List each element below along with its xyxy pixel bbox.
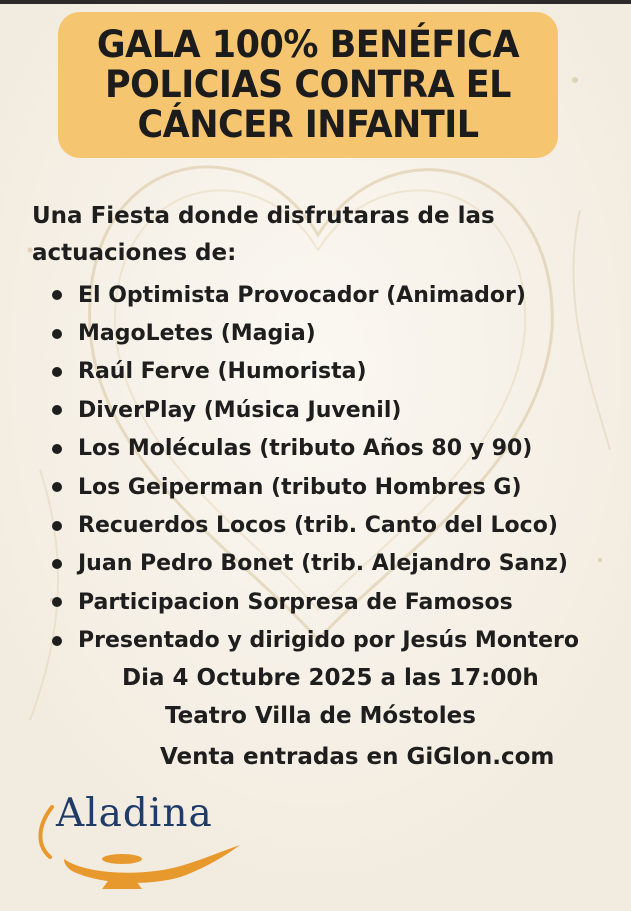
bullet-icon <box>52 290 62 300</box>
act-label: Los Geiperman (tributo Hombres G) <box>78 474 522 500</box>
aladina-logo <box>36 785 256 895</box>
logo-wordmark: Aladina <box>56 791 213 836</box>
intro-text: Una Fiesta donde disfrutaras de las actuaciones de: <box>32 203 495 266</box>
act-item <box>52 622 579 660</box>
act-label: DiverPlay (Música Juvenil) <box>78 397 402 423</box>
act-item <box>52 468 579 506</box>
title-line-2: POLICIAS CONTRA EL <box>105 63 511 107</box>
act-item <box>52 391 579 429</box>
bullet-icon <box>52 559 62 569</box>
event-date: Dia 4 Octubre 2025 a las 17:00h <box>122 665 539 691</box>
act-item <box>52 545 579 583</box>
bullet-icon <box>52 405 62 415</box>
ticket-sales-text: Venta entradas en GiGlon.com <box>160 744 555 770</box>
act-label: Presentado y dirigido por Jesús Montero <box>78 628 580 654</box>
bullet-icon <box>52 636 62 646</box>
act-item <box>52 353 579 391</box>
act-label: El Optimista Provocador (Animador) <box>78 282 526 308</box>
act-item <box>52 430 579 468</box>
bullet-icon <box>52 329 62 339</box>
acts-list <box>52 276 579 660</box>
act-label: Recuerdos Locos (trib. Canto del Loco) <box>78 513 558 539</box>
act-item <box>52 506 579 544</box>
act-item <box>52 314 579 352</box>
bullet-icon <box>52 521 62 531</box>
act-item <box>52 583 579 621</box>
act-label: Raúl Ferve (Humorista) <box>78 359 367 385</box>
title-line-1: GALA 100% BENÉFICA <box>96 23 520 67</box>
act-label: Participacion Sorpresa de Famosos <box>78 589 513 615</box>
title-line-3: CÁNCER INFANTIL <box>137 103 479 147</box>
act-label: Juan Pedro Bonet (trib. Alejandro Sanz) <box>78 551 568 577</box>
bullet-icon <box>52 597 62 607</box>
bullet-icon <box>52 482 62 492</box>
bullet-icon <box>52 444 62 454</box>
act-label: MagoLetes (Magia) <box>78 321 316 347</box>
event-venue: Teatro Villa de Móstoles <box>165 703 476 729</box>
act-item <box>52 276 579 314</box>
bullet-icon <box>52 367 62 377</box>
act-label: Los Moléculas (tributo Años 80 y 90) <box>78 436 533 462</box>
